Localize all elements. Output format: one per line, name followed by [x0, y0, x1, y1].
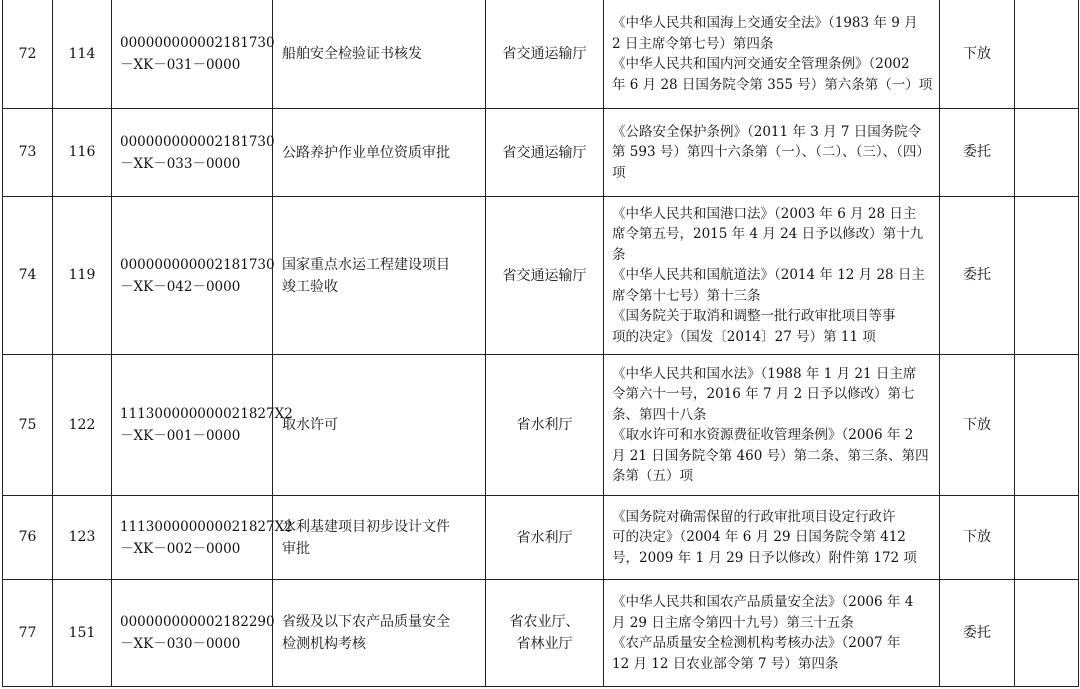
item-id-cell-line: 111300000000021827X2 [120, 406, 293, 422]
table-row [3, 496, 1079, 580]
row-number-cell: 75 [3, 355, 53, 496]
item-id-cell-line: 000000000002182290 [120, 614, 275, 630]
item-id-cell [112, 580, 273, 687]
department-cell-line: 省交通运输厅 [502, 267, 587, 284]
remarks-cell [1015, 496, 1079, 580]
department-cell-line: 省交通运输厅 [502, 144, 587, 161]
table-row [3, 580, 1079, 687]
legal-basis-cell-line: 项 [612, 164, 626, 181]
legal-basis-cell-line: 条、第四十八条 [612, 406, 707, 423]
remarks-cell [1015, 109, 1079, 197]
legal-basis-cell-line: 《中华人民共和国内河交通安全管理条例》（2002 [612, 56, 910, 72]
item-code-cell: 123 [53, 496, 112, 580]
item-name-cell-line: 审批 [282, 540, 310, 557]
item-id-cell [112, 355, 293, 496]
row-number-cell: 73 [3, 109, 53, 197]
item-id-cell [112, 0, 273, 109]
table-row [3, 0, 1079, 109]
legal-basis-cell-line: 席令第十七号）第十三条 [612, 287, 761, 304]
row-number-cell: 72 [3, 0, 53, 109]
item-name-cell-line: 公路养护作业单位资质审批 [282, 144, 450, 161]
legal-basis-cell-line: 席令第五号，2015 年 4 月 24 日予以修改）第十九 [612, 226, 924, 243]
department-cell [486, 0, 604, 109]
item-code-cell: 119 [53, 197, 112, 355]
mode-cell: 下放 [940, 496, 1015, 580]
legal-basis-cell-line: 2 日主席令第七号）第四条 [612, 35, 774, 52]
item-id-cell-line: －XK－001－0000 [120, 428, 241, 444]
legal-basis-cell-line: 号，2009 年 1 月 29 日予以修改）附件第 172 项 [612, 549, 917, 566]
legal-basis-cell-line: 《农产品质量安全检测机构考核办法》（2007 年 [612, 635, 901, 651]
department-cell [486, 197, 604, 355]
item-code-cell: 151 [53, 580, 112, 687]
legal-basis-cell-line: 第 593 号）第四十六条第（一）、（二）、（三）、（四） [612, 144, 930, 161]
department-cell-line: 省水利厅 [516, 529, 573, 546]
legal-basis-cell-line: 月 21 日国务院令第 460 号）第二条、第三条、第四 [612, 447, 929, 464]
department-cell [486, 355, 604, 496]
legal-basis-cell-line: 《公路安全保护条例》（2011 年 3 月 7 日国务院令 [612, 123, 922, 140]
legal-basis-cell-line: 《国务院关于取消和调整一批行政审批项目等事 [612, 308, 896, 325]
item-name-cell [273, 0, 486, 109]
legal-basis-cell-line: 条 [612, 246, 626, 263]
item-name-cell [273, 109, 486, 197]
mode-cell: 委托 [940, 197, 1015, 355]
table-row [3, 109, 1079, 197]
legal-basis-cell-line: 可的决定》（2004 年 6 月 29 日国务院令第 412 [612, 529, 906, 546]
table-body [3, 0, 1079, 687]
legal-basis-cell-line: 条第（五）项 [612, 468, 693, 484]
legal-basis-cell-line: 《中华人民共和国港口法》（2003 年 6 月 28 日主 [612, 205, 917, 222]
item-code-cell: 122 [53, 355, 112, 496]
table-row [3, 197, 1079, 355]
item-code-cell: 116 [53, 109, 112, 197]
legal-basis-cell-line: 《取水许可和水资源费征收管理条例》（2006 年 2 [612, 427, 914, 443]
legal-basis-cell-line: 令第六十一号，2016 年 7 月 2 日予以修改）第七 [612, 386, 915, 402]
legal-basis-cell-line: 《中华人民共和国航道法》（2014 年 12 月 28 日主 [612, 267, 925, 284]
department-cell-line: 省水利厅 [516, 417, 573, 433]
item-name-cell-line: 国家重点水运工程建设项目 [282, 256, 450, 273]
legal-basis-cell-line: 《国务院对确需保留的行政审批项目设定行政许 [612, 508, 896, 525]
item-id-cell-line: －XK－002－0000 [120, 540, 241, 557]
legal-basis-cell [604, 355, 940, 496]
legal-basis-cell-line: 12 月 12 日农业部令第 7 号）第四条 [612, 655, 839, 672]
legal-basis-cell [604, 496, 940, 580]
item-name-cell-line: 水利基建项目初步设计文件 [282, 518, 450, 535]
remarks-cell [1015, 580, 1079, 687]
item-id-cell-line: 000000000002181730 [120, 133, 275, 150]
legal-basis-cell-line: 项的决定》（国发〔2014〕27 号）第 11 项 [612, 328, 876, 345]
table-row [3, 355, 1079, 496]
mode-cell: 下放 [940, 355, 1015, 496]
item-id-cell-line: －XK－031－0000 [120, 57, 241, 73]
item-name-cell [273, 197, 486, 355]
item-id-cell-line: －XK－042－0000 [120, 278, 241, 295]
legal-basis-cell-line: 《中华人民共和国农产品质量安全法》（2006 年 4 [612, 594, 914, 610]
item-name-cell [273, 496, 486, 580]
item-id-cell [112, 109, 273, 197]
item-id-cell-line: 111300000000021827X2 [120, 518, 293, 535]
item-name-cell-line: 取水许可 [282, 417, 338, 433]
legal-basis-cell [604, 197, 940, 355]
row-number-cell: 74 [3, 197, 53, 355]
legal-basis-cell [604, 109, 940, 197]
department-cell [486, 109, 604, 197]
remarks-cell [1015, 355, 1079, 496]
item-code-cell: 114 [53, 0, 112, 109]
row-number-cell: 76 [3, 496, 53, 580]
department-cell-line: 省林业厅 [516, 636, 573, 652]
item-id-cell-line: －XK－030－0000 [120, 636, 241, 652]
department-cell-line: 省农业厅、 [509, 614, 580, 630]
approval-items-table [2, 0, 1079, 687]
item-id-cell-line: 000000000002181730 [120, 35, 275, 51]
item-id-cell [112, 496, 293, 580]
item-id-cell-line: 000000000002181730 [120, 256, 275, 273]
legal-basis-cell-line: 《中华人民共和国水法》（1988 年 1 月 21 日主席 [612, 365, 917, 382]
department-cell-line: 省交通运输厅 [502, 46, 587, 62]
legal-basis-cell [604, 580, 940, 687]
legal-basis-cell-line: 月 29 日主席令第四十九号）第三十五条 [612, 614, 854, 631]
mode-cell: 下放 [940, 0, 1015, 109]
item-id-cell-line: －XK－033－0000 [120, 155, 241, 172]
remarks-cell [1015, 0, 1079, 109]
item-name-cell-line: 船舶安全检验证书核发 [282, 46, 422, 62]
item-name-cell [273, 580, 486, 687]
item-name-cell [273, 355, 486, 496]
mode-cell: 委托 [940, 580, 1015, 687]
remarks-cell [1015, 197, 1079, 355]
row-number-cell: 77 [3, 580, 53, 687]
legal-basis-cell-line: 年 6 月 28 日国务院令第 355 号）第六条第（一）项 [612, 76, 933, 93]
item-name-cell-line: 竣工验收 [282, 278, 338, 295]
item-id-cell [112, 197, 273, 355]
item-name-cell-line: 省级及以下农产品质量安全 [282, 614, 450, 630]
legal-basis-cell-line: 《中华人民共和国海上交通安全法》（1983 年 9 月 [612, 15, 918, 31]
department-cell [486, 580, 604, 687]
item-name-cell-line: 检测机构考核 [282, 636, 366, 652]
department-cell [486, 496, 604, 580]
legal-basis-cell [604, 0, 940, 109]
mode-cell: 委托 [940, 109, 1015, 197]
